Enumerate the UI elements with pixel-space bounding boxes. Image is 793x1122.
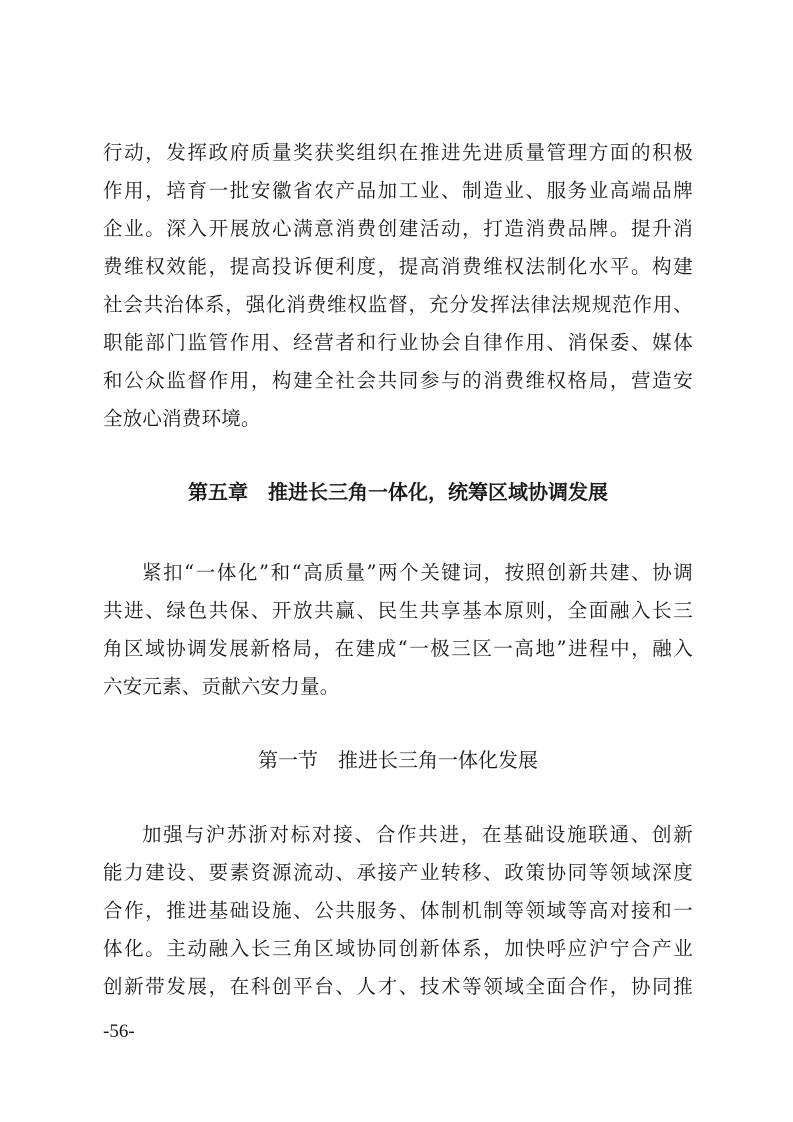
body-paragraph-yangtze-delta [103, 816, 693, 1006]
paragraph-line: 职能部门监管作用、经营者和行业协会自律作用、消保委、媒体 [103, 331, 693, 354]
paragraph-line: 紧扣“一体化”和“高质量”两个关键词，按照创新共建、协调 [142, 561, 693, 584]
paragraph-line: 六安元素、贡献六安力量。 [103, 675, 340, 698]
body-paragraph-consumer-rights [103, 134, 693, 438]
paragraph-line: 费维权效能，提高投诉便利度，提高消费维权法制化水平。构建 [103, 255, 693, 278]
paragraph-line: 创新带发展，在科创平台、人才、技术等领域全面合作，协同推 [103, 975, 693, 998]
paragraph-line: 行动，发挥政府质量奖获奖组织在推进先进质量管理方面的积极 [103, 141, 693, 164]
paragraph-line: 企业。深入开展放心满意消费创建活动，打造消费品牌。提升消 [103, 217, 693, 240]
page-number: -56- [103, 1021, 135, 1042]
paragraph-line: 合作，推进基础设施、公共服务、体制机制等领域等高对接和一 [103, 899, 693, 922]
paragraph-line: 作用，培育一批安徽省农产品加工业、制造业、服务业高端品牌 [103, 179, 693, 202]
paragraph-line: 体化。主动融入长三角区域协同创新体系，加快呼应沪宁合产业 [103, 937, 693, 960]
chapter-title: 第五章 推进长三角一体化，统筹区域协调发展 [188, 480, 608, 504]
paragraph-line: 能力建设、要素资源流动、承接产业转移、政策协同等领域深度 [103, 861, 693, 884]
paragraph-line: 和公众监督作用，构建全社会共同参与的消费维权格局，营造安 [103, 369, 693, 392]
paragraph-line: 加强与沪苏浙对标对接、合作共进，在基础设施联通、创新 [142, 823, 693, 846]
section-title: 第一节 推进长三角一体化发展 [258, 748, 538, 772]
body-paragraph-integration [103, 554, 693, 706]
paragraph-line: 共进、绿色共保、开放共赢、民生共享基本原则，全面融入长三 [103, 599, 693, 622]
paragraph-line: 全放心消费环境。 [103, 407, 261, 430]
paragraph-line: 社会共治体系，强化消费维权监督，充分发挥法律法规规范作用、 [103, 293, 693, 316]
paragraph-line: 角区域协调发展新格局，在建成“一极三区一高地”进程中，融入 [103, 637, 693, 660]
